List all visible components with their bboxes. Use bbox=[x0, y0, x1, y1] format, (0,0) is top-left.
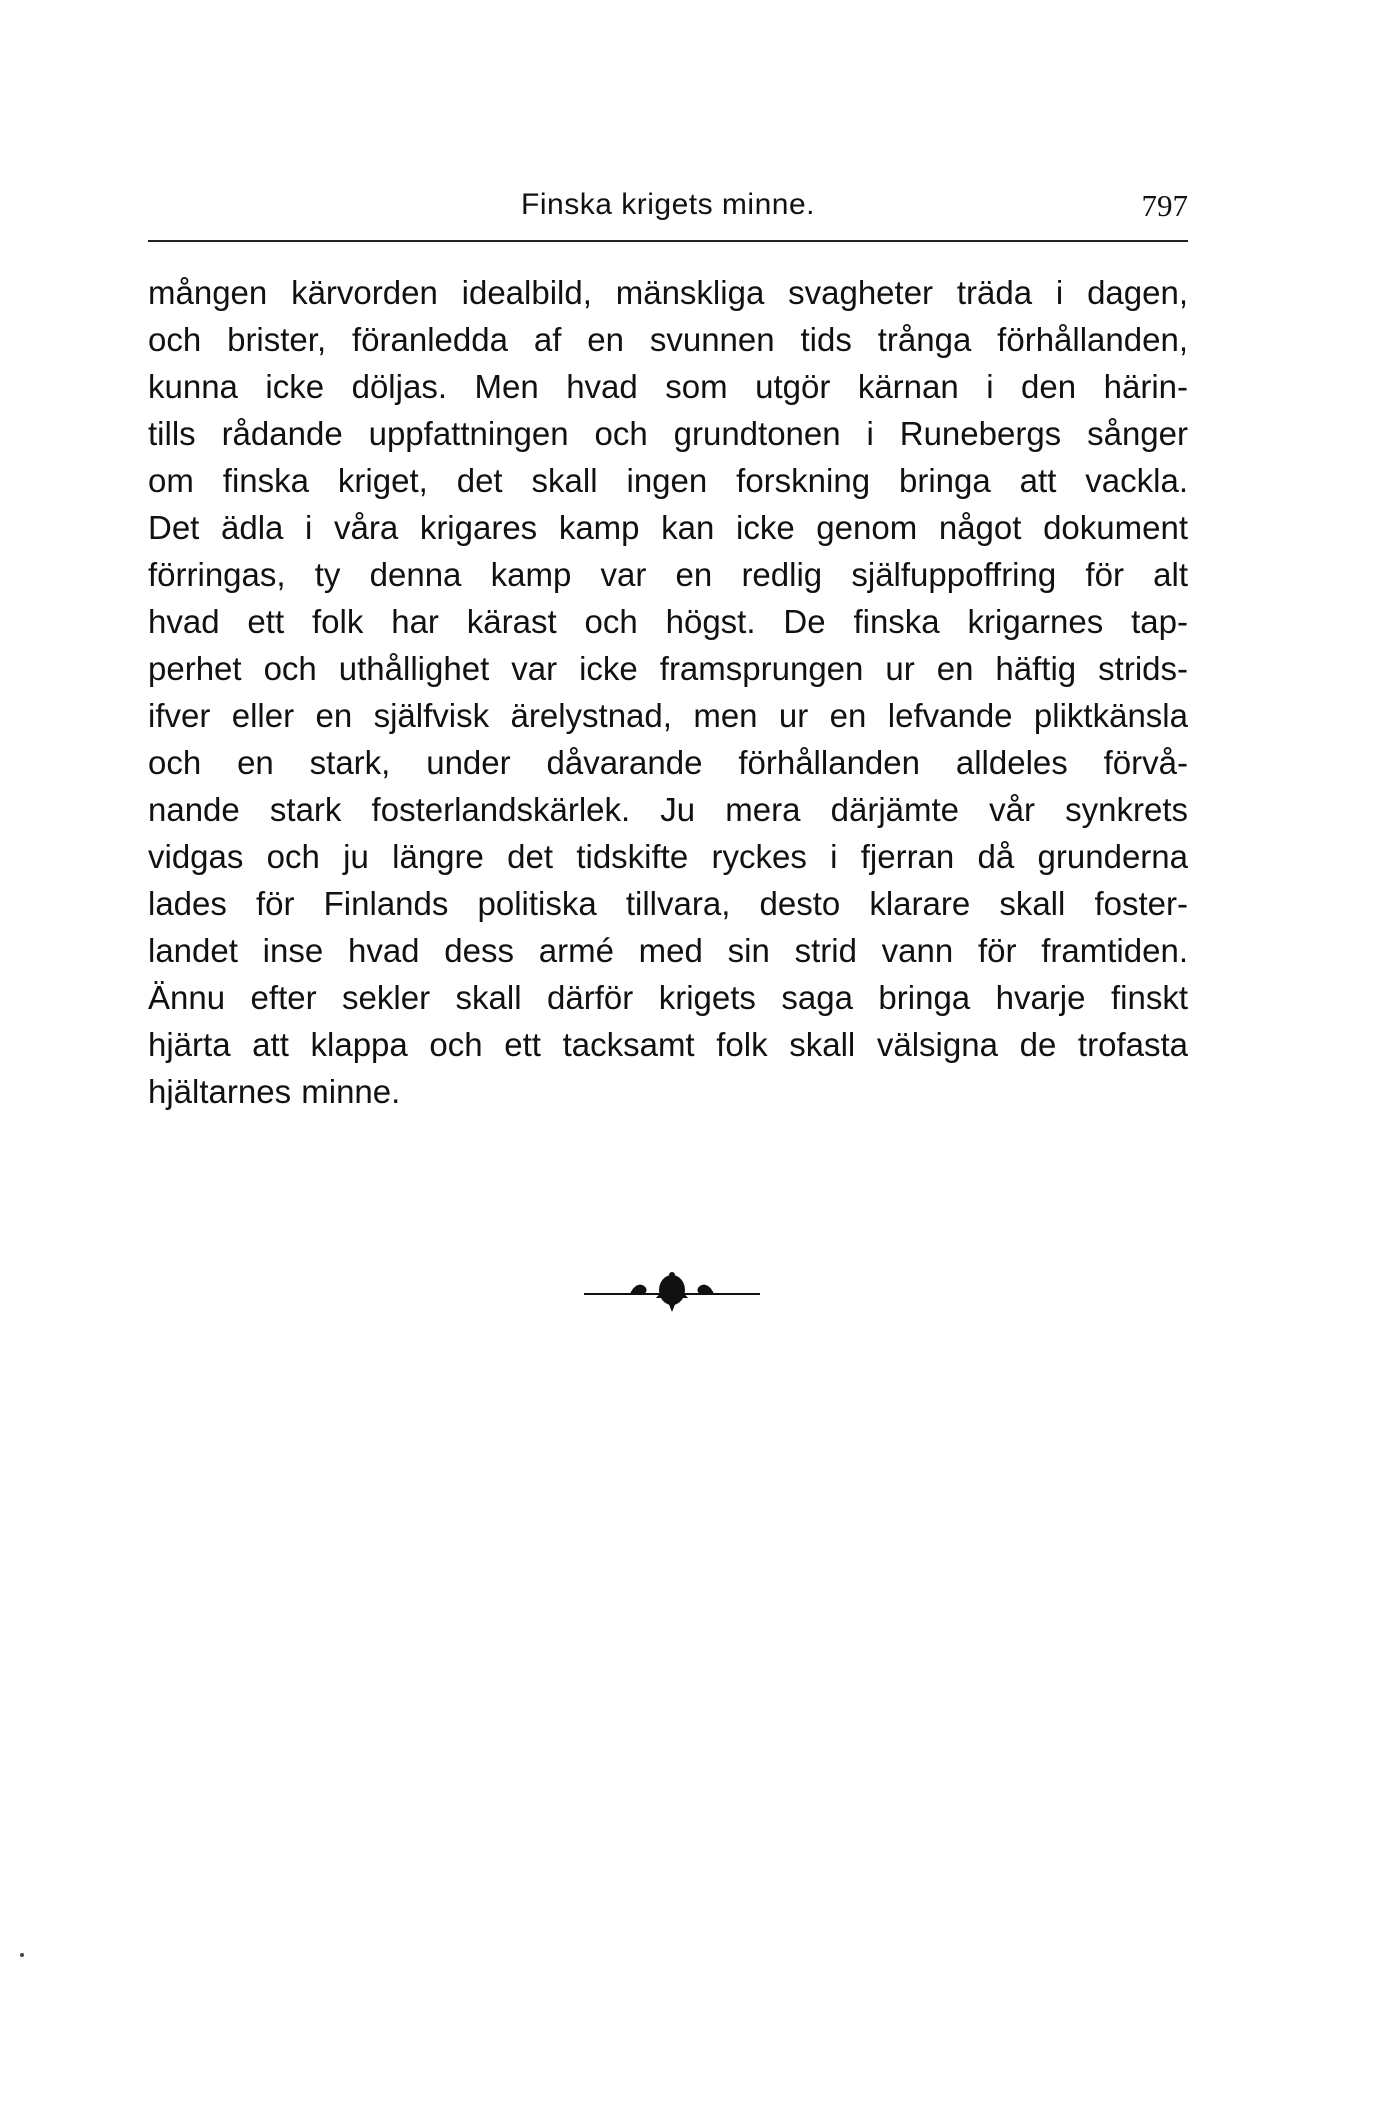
text-line: mången kärvorden idealbild, mänskliga svagheter träda i dagen, bbox=[148, 274, 1188, 311]
text-line: hjältarnes minne. bbox=[148, 1073, 401, 1110]
running-title: Finska krigets minne. bbox=[521, 188, 815, 221]
text-line: hjärta att klappa och ett tacksamt folk skall välsigna de trofasta bbox=[148, 1026, 1188, 1063]
text-line: vidgas och ju längre det tidskifte ryckes i fjerran då grunderna bbox=[148, 838, 1188, 875]
text-line: lades för Finlands politiska tillvara, desto klarare skall foster- bbox=[148, 885, 1188, 922]
header-rule bbox=[148, 240, 1188, 242]
text-line: ifver eller en själfvisk ärelystnad, men ur en lefvande pliktkänsla bbox=[148, 697, 1188, 734]
text-line: och brister, föranledda af en svunnen tids trånga förhållanden, bbox=[148, 321, 1188, 358]
stray-ink-dot bbox=[20, 1953, 24, 1957]
text-line: Det ädla i våra krigares kamp kan icke genom något dokument bbox=[148, 509, 1188, 546]
text-line: förringas, ty denna kamp var en redlig själfuppoffring för alt bbox=[148, 556, 1188, 593]
text-line: och en stark, under dåvarande förhållanden alldeles förvå- bbox=[148, 744, 1188, 781]
tailpiece-ornament-icon bbox=[582, 1270, 762, 1314]
text-line: Ännu efter sekler skall därför krigets saga bringa hvarje finskt bbox=[148, 979, 1188, 1016]
text-line: om finska kriget, det skall ingen forskning bringa att vackla. bbox=[148, 462, 1188, 499]
text-line: tills rådande uppfattningen och grundtonen i Runebergs sånger bbox=[148, 415, 1188, 452]
text-line: hvad ett folk har kärast och högst. De finska krigarnes tap- bbox=[148, 603, 1188, 640]
text-line: perhet och uthållighet var icke framsprungen ur en häftig strids- bbox=[148, 650, 1188, 687]
body-paragraph bbox=[148, 269, 1188, 1115]
text-line: kunna icke döljas. Men hvad som utgör kärnan i den härin- bbox=[148, 368, 1188, 405]
text-line: nande stark fosterlandskärlek. Ju mera därjämte vår synkrets bbox=[148, 791, 1188, 828]
running-head bbox=[148, 180, 1188, 230]
page-number: 797 bbox=[1141, 188, 1188, 223]
text-line: landet inse hvad dess armé med sin strid vann för framtiden. bbox=[148, 932, 1188, 969]
